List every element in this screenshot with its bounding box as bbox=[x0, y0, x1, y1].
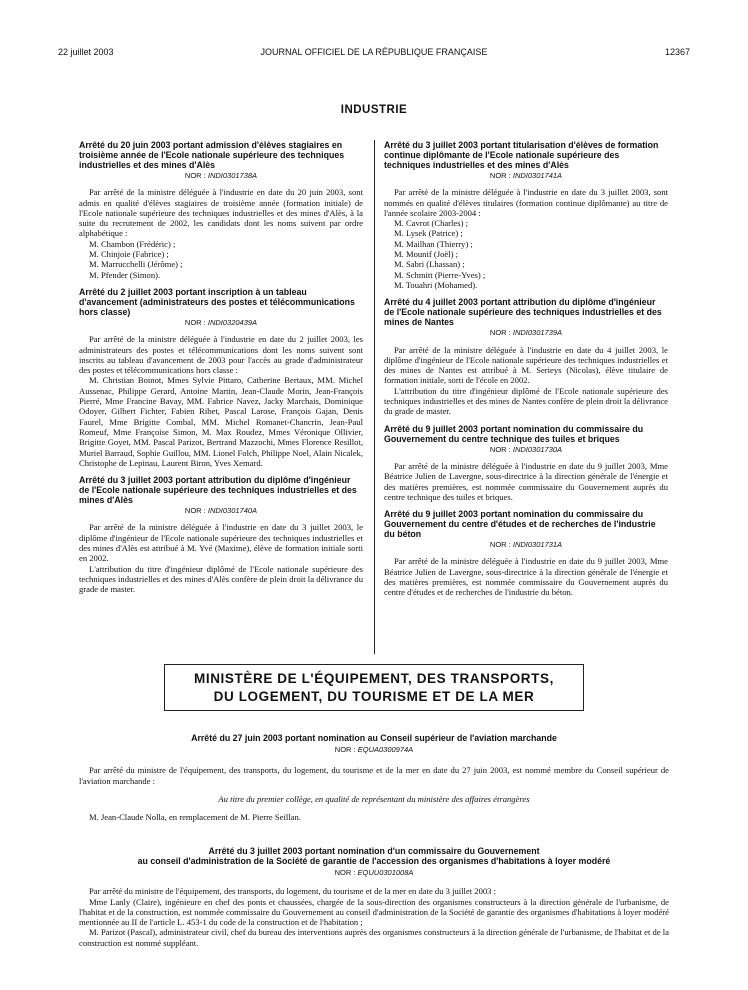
section-title: INDUSTRIE bbox=[340, 104, 408, 116]
decree-title-line: au conseil d'administration de la Société de garantie de l'accession des organismes d'habitations à loyer modéré bbox=[137, 856, 611, 866]
header-journal-title: JOURNAL OFFICIEL DE LA RÉPUBLIQUE FRANÇAISE bbox=[260, 47, 488, 57]
header-date: 22 juillet 2003 bbox=[58, 47, 114, 57]
decree-block bbox=[384, 509, 668, 597]
decree-block bbox=[384, 140, 668, 290]
ministry-heading-box bbox=[164, 664, 584, 711]
nor-label: NOR : bbox=[334, 868, 356, 877]
list-item: M. Cavrot (Charles) ; bbox=[394, 218, 468, 229]
list-item: M. Chinjoie (Fabrice) ; bbox=[89, 249, 169, 260]
nor-code: INDI0301740A bbox=[207, 506, 258, 516]
nor-code: INDI0301741A bbox=[512, 171, 563, 180]
decree-paragraph: M. Parizot (Pascal), administrateur civil, chef du bureau des interventions auprès des organismes constructeurs à la direction générale de l'urbanisme, de l'habitat et de la construction est nommé suppléant. bbox=[79, 927, 669, 948]
decree-block bbox=[79, 475, 363, 594]
header-page-number: 12367 bbox=[664, 47, 690, 57]
list-item: M. Mailhan (Thierry) ; bbox=[394, 238, 473, 249]
nor-line bbox=[79, 745, 669, 755]
decree-title: Arrêté du 4 juillet 2003 portant attribution du diplôme d'ingénieur de l'Ecole nationale supérieure des techniques industrielles et des mines de Nantes bbox=[384, 297, 662, 328]
nor-code: INDI0301739A bbox=[512, 328, 563, 338]
nor-line bbox=[384, 445, 668, 455]
list-item: M. Marrucchelli (Jérôme) ; bbox=[89, 259, 183, 270]
nor-label: NOR : bbox=[184, 171, 206, 180]
decree-paragraph: Mme Lanly (Claire), ingénieure en chef des ponts et chaussées, chargée de la sous-direction des organismes constructeurs à la direction générale de l'urbanisme, de l'habitat et de la construction, est nommée commissaire du Gouvernement au conseil d'administration de la Société de garantie des organismes d'habitations à loyer modéré mentionnée au II de l'article L. 453-1 du code de la construction et de l'habitation ; bbox=[79, 896, 669, 928]
decree-block bbox=[79, 287, 363, 468]
nor-label: NOR : bbox=[489, 171, 511, 180]
decree-paragraph: L'attribution du titre d'ingénieur diplômé de l'Ecole nationale supérieure des techniques industrielles et des mines d'Alès confère de plein droit la délivrance du grade de master. bbox=[79, 563, 363, 595]
nor-code: INDI0301730A bbox=[512, 444, 563, 454]
list-item: M. Chambon (Frédéric) ; bbox=[89, 238, 176, 249]
nor-code: EQUU0301008A bbox=[357, 868, 414, 877]
decree-paragraph: Par arrêté de la ministre déléguée à l'industrie en date du 9 juillet 2003, Mme Béatrice Julien de Lavergne, sous-directrice à la direction générale de l'énergie et des matières premières, est nommée commissaire du Gouvernement auprès du centre technique des tuiles et briques. bbox=[384, 460, 668, 502]
decree-paragraph: Par arrêté de la ministre déléguée à l'industrie en date du 4 juillet 2003, le diplôme d'ingénieur de l'Ecole nationale supérieure des techniques industrielles et des mines de Nantes est attribué à M. Serieys (Nicolas), élève titulaire de formation initiale, sorti de l'école en 2002. bbox=[384, 344, 668, 386]
nor-label: NOR : bbox=[334, 745, 356, 754]
decree-paragraph: L'attribution du titre d'ingénieur diplômé de l'Ecole nationale supérieure des techniques industrielles et des mines de Nantes confère de plein droit la délivrance du grade de master. bbox=[384, 385, 668, 417]
decree-paragraph: Par arrêté de la ministre déléguée à l'industrie en date du 20 juin 2003, sont admis en qualité d'élèves stagiaires de troisième année (formation initiale) de l'Ecole nationale supérieure des techniques industrielles et des mines d'Alès, à la suite du recrutement de 2002, les candidats dont les noms suivent par ordre alphabétique : bbox=[79, 187, 363, 239]
decree-paragraph: M. Jean-Claude Nolla, en remplacement de M. Pierre Seillan. bbox=[89, 812, 301, 823]
nor-label: NOR : bbox=[489, 328, 511, 338]
list-item: M. Lysek (Patrice) ; bbox=[394, 228, 463, 239]
nor-code: EQUA0300974A bbox=[357, 745, 414, 754]
decree-paragraph: Par arrêté de la ministre déléguée à l'industrie en date du 3 juillet 2003, le diplôme d'ingénieur de l'Ecole nationale supérieure des techniques industrielles et des mines d'Alès est attribué à M. Yvé (Maxime), élève de formation initiale sorti en 2002. bbox=[79, 522, 363, 564]
nor-code: INDI0301731A bbox=[512, 540, 563, 550]
nor-line bbox=[79, 171, 363, 181]
column-divider bbox=[374, 140, 375, 654]
nor-label: NOR : bbox=[489, 540, 511, 550]
left-column bbox=[79, 140, 363, 595]
list-item: M. Pfender (Simon). bbox=[89, 269, 161, 280]
right-column bbox=[384, 140, 668, 598]
decree-title: Arrêté du 9 juillet 2003 portant nomination du commissaire du Gouvernement du centre d'études et de recherches de l'industrie du béton bbox=[384, 509, 656, 540]
decree-paragraph: Par arrêté du ministre de l'équipement, des transports, du logement, du tourisme et de la mer en date du 27 juin 2003, est nommé membre du Conseil supérieur de l'aviation marchande : bbox=[79, 765, 669, 786]
name-list bbox=[89, 239, 363, 280]
nor-label: NOR : bbox=[184, 317, 206, 327]
nor-line bbox=[384, 328, 668, 338]
ministry-heading-line: DU LOGEMENT, DU TOURISME ET DE LA MER bbox=[213, 689, 535, 704]
nor-line bbox=[384, 540, 668, 550]
list-item: M. Mounif (Joël) ; bbox=[394, 249, 458, 260]
nor-line bbox=[384, 171, 668, 181]
decree-title: Arrêté du 27 juin 2003 portant nomination au Conseil supérieur de l'aviation marchande bbox=[191, 733, 557, 743]
nor-label: NOR : bbox=[184, 506, 206, 516]
decree-title-line: Arrêté du 3 juillet 2003 portant nomination d'un commissaire du Gouvernement bbox=[208, 846, 540, 856]
decree-title: Arrêté du 9 juillet 2003 portant nomination du commissaire du Gouvernement du centre technique des tuiles et briques bbox=[384, 423, 644, 444]
list-item: M. Schmitt (Pierre-Yves) ; bbox=[394, 269, 486, 280]
decree-paragraph: Par arrêté de la ministre déléguée à l'industrie en date du 3 juillet 2003, sont nommés en qualité d'élèves titulaires (formation continue diplômante) au titre de l'année scolaire 2003-2004 : bbox=[384, 187, 668, 218]
list-item: M. Touahri (Mohamed). bbox=[394, 279, 478, 290]
nor-line bbox=[79, 506, 363, 516]
decree-title: Arrêté du 2 juillet 2003 portant inscription à un tableau d'avancement (administrateurs des postes et télécommunications hors classe) bbox=[79, 286, 355, 317]
wide-decree-block bbox=[79, 733, 669, 822]
decree-paragraph: Par arrêté de la ministre déléguée à l'industrie en date du 2 juillet 2003, les administrateurs des postes et télécommunications dont les noms suivent sont inscrits au tableau d'avancement de 2003 pour l'accès au grade d'administrateur des postes et télécommunications hors classe : bbox=[79, 334, 363, 376]
nor-code: INDI0320439A bbox=[207, 317, 258, 327]
nor-line bbox=[79, 868, 669, 878]
ministry-heading-line: MINISTÈRE DE L'ÉQUIPEMENT, DES TRANSPORTS, bbox=[194, 671, 554, 686]
nor-line bbox=[79, 318, 363, 328]
decree-title: Arrêté du 3 juillet 2003 portant titularisation d'élèves de formation continue diplômante de l'Ecole nationale supérieure des techniques industrielles et des mines d'Alès bbox=[384, 140, 659, 170]
decree-paragraph: M. Christian Boinot, Mmes Sylvie Pittaro, Catherine Bertaux, MM. Michel Aussenac, Philippe Gerard, Antoine Martin, Jean-Claude Morin, Jean-François Pierré, Mme Francine Bavay, MM. Fabrice Navez, Jacky Marchais, Dominique Odoyer, Gilbert Fichter, Fabien Ribet, Pascal Larose, François Gajan, Denis Faurel, Mme Brigitte Combal, MM. Michel Romanet-Chancrin, Jean-Paul Romeuf, Mme Françoise Simon, M. Max Roudez, Mmes Véronique Ollivier, Brigitte Goyet, MM. Pascal Parizot, Bertrand Mazzochi, Mmes Florence Resillot, Muriel Barraud, Sophie Guillou, MM. Lionel Folch, Philippe Noel, Alain Nicalek, Christophe de Lepinau, Laurent Biron, Yves Xemard. bbox=[79, 375, 363, 468]
decree-title: Arrêté du 3 juillet 2003 portant attribution du diplôme d'ingénieur de l'Ecole nationale supérieure des techniques industrielles et des mines d'Alès bbox=[79, 475, 357, 506]
decree-block bbox=[79, 140, 363, 280]
decree-paragraph: Par arrêté du ministre de l'équipement, des transports, du logement, du tourisme et de la mer en date du 3 juillet 2003 : bbox=[89, 886, 497, 897]
decree-title: Arrêté du 20 juin 2003 portant admission d'élèves stagiaires en troisième année de l'Ecole nationale supérieure des techniques industrielles et des mines d'Alès bbox=[79, 140, 345, 170]
college-heading: Au titre du premier collège, en qualité de représentant du ministère des affaires étrangères bbox=[218, 793, 530, 804]
decree-paragraph: Par arrêté de la ministre déléguée à l'industrie en date du 9 juillet 2003, Mme Béatrice Julien de Lavergne, sous-directrice à la direction générale de l'énergie et des matières premières, est nommée commissaire du Gouvernement auprès du centre d'études et de recherches de l'industrie du béton. bbox=[384, 556, 668, 598]
nor-code: INDI0301738A bbox=[207, 171, 258, 180]
decree-block bbox=[384, 424, 668, 502]
wide-decree-block bbox=[79, 846, 669, 948]
page-header bbox=[58, 47, 690, 61]
list-item: M. Sabri (Lhassan) ; bbox=[394, 259, 465, 270]
nor-label: NOR : bbox=[489, 444, 511, 454]
decree-block bbox=[384, 297, 668, 416]
name-list bbox=[394, 218, 668, 290]
